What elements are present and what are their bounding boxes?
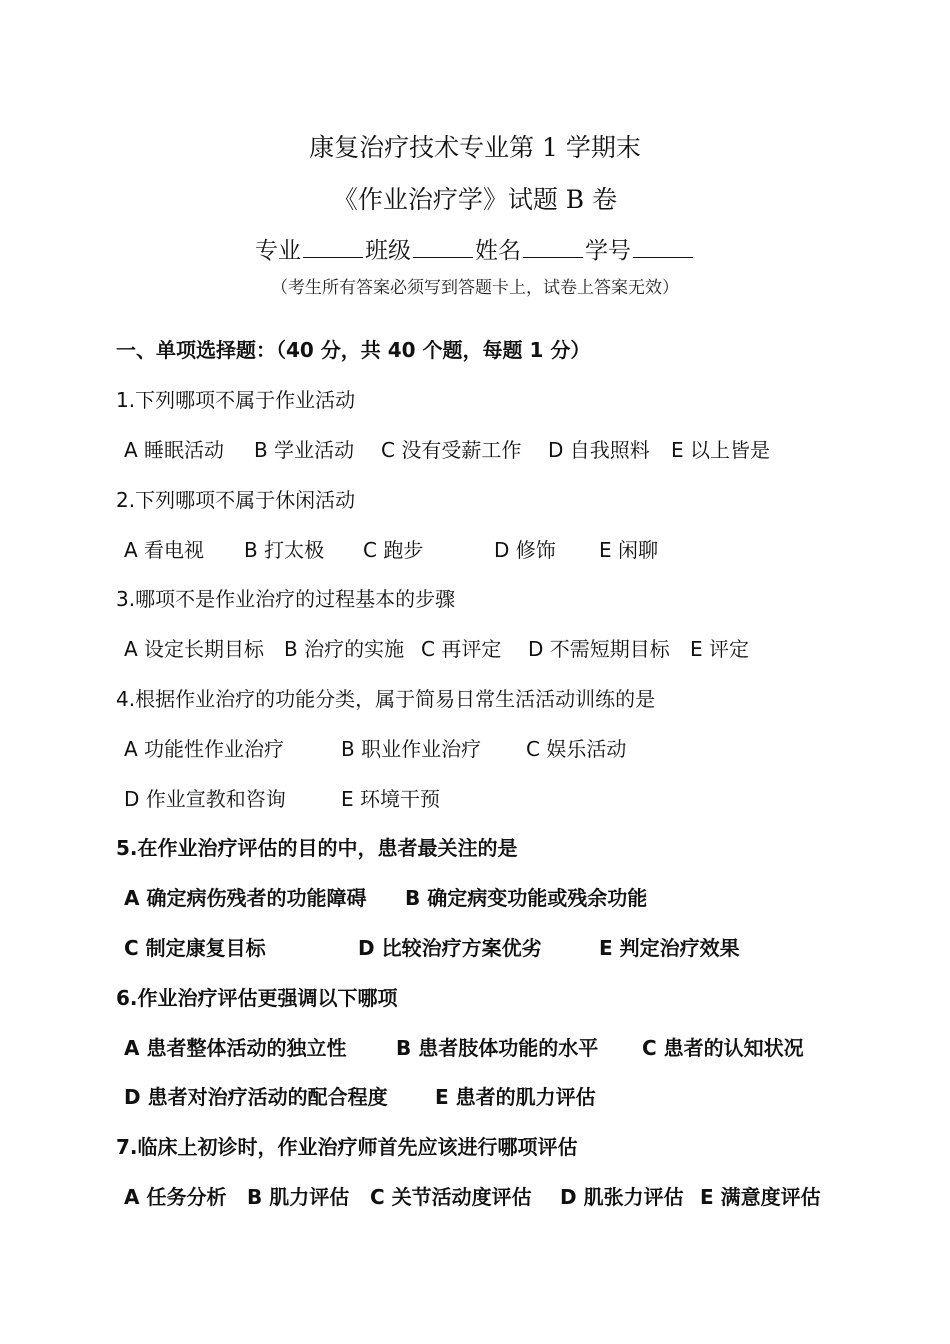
question-option: B 治疗的实施 xyxy=(284,637,405,661)
question-option: A 睡眠活动 xyxy=(124,438,225,462)
question-option: E 判定治疗效果 xyxy=(599,936,740,960)
question-option: E 闲聊 xyxy=(599,538,658,562)
question-option: C 再评定 xyxy=(421,637,502,661)
question-option: E 满意度评估 xyxy=(700,1185,821,1209)
question-option: B 患者肢体功能的水平 xyxy=(396,1036,599,1060)
question-stem: 6.作业治疗评估更强调以下哪项 xyxy=(116,986,398,1010)
exam-title-line1: 康复治疗技术专业第 1 学期末 xyxy=(309,133,641,162)
field-blank-name[interactable] xyxy=(523,235,583,258)
question-option: C 跑步 xyxy=(363,538,424,562)
question-stem: 4.根据作业治疗的功能分类，属于简易日常生活活动训练的是 xyxy=(116,687,656,711)
question-stem: 1.下列哪项不属于作业活动 xyxy=(116,388,356,412)
question-option: B 学业活动 xyxy=(254,438,355,462)
question-option: B 肌力评估 xyxy=(247,1185,350,1209)
field-blank-class[interactable] xyxy=(413,235,473,258)
section-heading: 一、单项选择题：（40 分，共 40 个题，每题 1 分） xyxy=(116,338,591,362)
question-option: D 比较治疗方案优劣 xyxy=(358,936,542,960)
field-blank-id[interactable] xyxy=(633,235,693,258)
question-option: B 打太极 xyxy=(244,538,325,562)
exam-title-line2: 《作业治疗学》试题 B 卷 xyxy=(332,185,618,214)
question-option: D 不需短期目标 xyxy=(528,637,670,661)
question-option: A 设定长期目标 xyxy=(124,637,265,661)
question-option: E 环境干预 xyxy=(341,787,440,811)
question-option: C 患者的认知状况 xyxy=(642,1036,804,1060)
question-option: D 自我照料 xyxy=(548,438,650,462)
question-option: A 患者整体活动的独立性 xyxy=(124,1036,347,1060)
question-stem: 7.临床上初诊时，作业治疗师首先应该进行哪项评估 xyxy=(116,1135,578,1159)
field-label-name: 姓名 xyxy=(475,238,521,264)
question-stem: 2.下列哪项不属于休闲活动 xyxy=(116,488,356,512)
question-option: D 修饰 xyxy=(494,538,556,562)
question-option: C 制定康复目标 xyxy=(124,936,266,960)
question-option: D 作业宣教和咨询 xyxy=(124,787,286,811)
question-option: C 关节活动度评估 xyxy=(370,1185,532,1209)
question-option: E 评定 xyxy=(690,637,749,661)
question-option: D 肌张力评估 xyxy=(560,1185,684,1209)
question-option: E 以上皆是 xyxy=(671,438,770,462)
field-blank-major[interactable] xyxy=(303,235,363,258)
question-option: A 任务分析 xyxy=(124,1185,227,1209)
exam-notice: （考生所有答案必须写到答题卡上，试卷上答案无效） xyxy=(271,278,679,298)
field-label-id: 学号 xyxy=(585,238,631,264)
question-option: A 看电视 xyxy=(124,538,205,562)
question-option: B 职业作业治疗 xyxy=(341,737,482,761)
student-info-fields xyxy=(0,232,950,265)
field-label-class: 班级 xyxy=(365,238,411,264)
question-option: C 娱乐活动 xyxy=(526,737,627,761)
field-label-major: 专业 xyxy=(255,238,301,264)
question-option: E 患者的肌力评估 xyxy=(435,1085,596,1109)
question-option: D 患者对治疗活动的配合程度 xyxy=(124,1085,388,1109)
question-stem: 5.在作业治疗评估的目的中，患者最关注的是 xyxy=(116,836,518,860)
question-option: A 功能性作业治疗 xyxy=(124,737,285,761)
question-stem: 3.哪项不是作业治疗的过程基本的步骤 xyxy=(116,587,456,611)
question-option: B 确定病变功能或残余功能 xyxy=(405,886,648,910)
question-option: A 确定病伤残者的功能障碍 xyxy=(124,886,367,910)
question-option: C 没有受薪工作 xyxy=(381,438,522,462)
